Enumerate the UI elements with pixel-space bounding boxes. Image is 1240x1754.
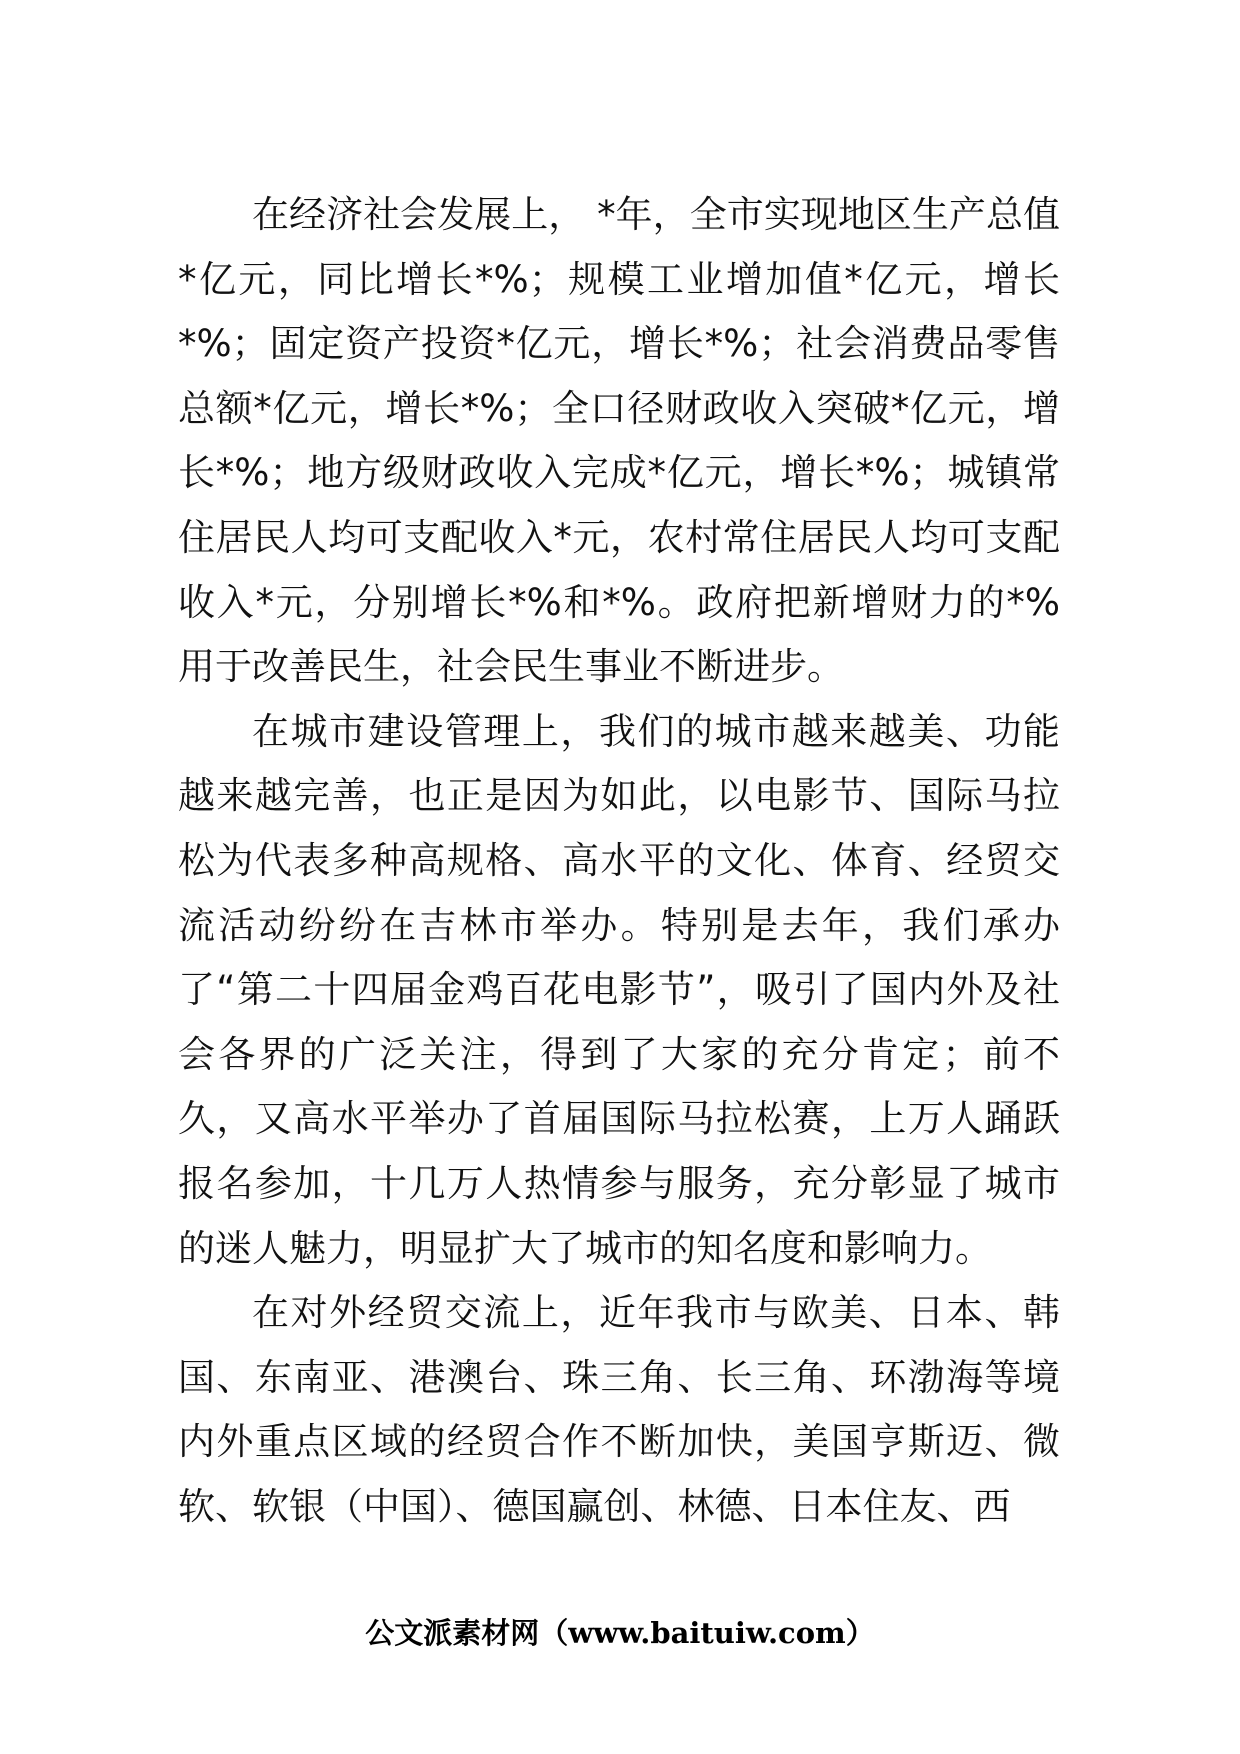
body-text <box>178 183 1060 1539</box>
footer-watermark: 公文派素材网（www.baituiw.com） <box>365 1616 875 1650</box>
paragraph-foreign-trade: 在对外经贸交流上，近年我市与欧美、日本、韩国、东南亚、港澳台、珠三角、长三角、环渤海等境内外重点区域的经贸合作不断加快，美国亨斯迈、微软、软银（中国）、德国赢创、林德、日本住友、西 <box>178 1291 1060 1528</box>
paragraph-economy: 在经济社会发展上， *年，全市实现地区生产总值*亿元，同比增长*%；规模工业增加值*亿元，增长*%；固定资产投资*亿元，增长*%；社会消费品零售总额*亿元，增长*%；全口径财政收入突破*亿元，增长*%；地方级财政收入完成*亿元，增长*%；城镇常住居民人均可支配收入*元，农村常住居民人均可支配收入*元，分别增长*%和*%。政府把新增财力的*%用于改善民生，社会民生事业不断进步。 <box>178 193 1060 689</box>
paragraph-city-construction: 在城市建设管理上，我们的城市越来越美、功能越来越完善，也正是因为如此，以电影节、国际马拉松为代表多种高规格、高水平的文化、体育、经贸交流活动纷纷在吉林市举办。特别是去年，我们承办了“第二十四届金鸡百花电影节”，吸引了国内外及社会各界的广泛关注，得到了大家的充分肯定；前不久，又高水平举办了首届国际马拉松赛，上万人踊跃报名参加，十几万人热情参与服务，充分彰显了城市的迷人魅力，明显扩大了城市的知名度和影响力。 <box>178 709 1060 1270</box>
